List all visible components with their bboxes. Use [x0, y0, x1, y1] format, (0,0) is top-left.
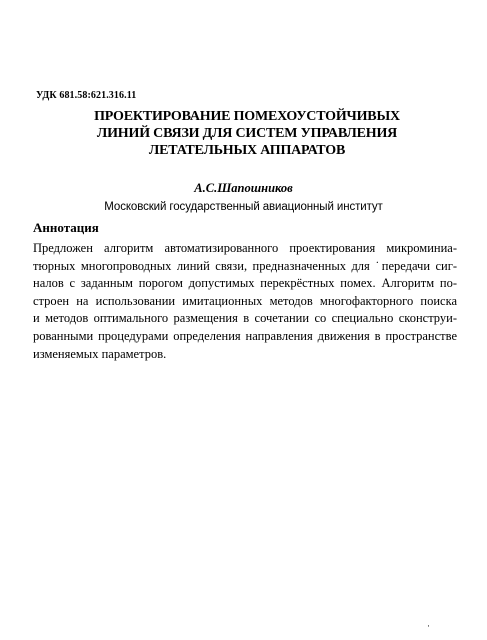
title-line-1: ПРОЕКТИРОВАНИЕ ПОМЕХОУСТОЙЧИВЫХ — [94, 109, 400, 124]
abstract-heading: Аннотация — [33, 220, 99, 235]
udk-code: УДК 681.58:621.316.11 — [36, 90, 137, 101]
abstract-line-3: налов с заданным порогом допустимых перекрёстных помех. Алгоритм по- — [33, 276, 457, 291]
title-line-3: ЛЕТАТЕЛЬНЫХ АППАРАТОВ — [148, 143, 346, 158]
abstract-line-1: Предложен алгоритм автоматизированного проектирования микроминиа- — [33, 241, 457, 255]
abstract-line-4: строен на использовании имитационных методов многофакторного поиска — [33, 293, 457, 308]
paper-title — [60, 108, 434, 159]
abstract-line-2: тюрных многопроводных линий связи, предназначенных для ˙передачи сиг- — [33, 258, 457, 273]
abstract-line-6: рованными процедурами определения направления движения в пространстве — [33, 328, 457, 343]
author-affiliation: Московский государственный авиационный институт — [104, 201, 383, 213]
abstract-line-7: изменяемых параметров. — [33, 346, 167, 361]
author-name: А.С.Шапошников — [194, 181, 293, 195]
abstract-body — [33, 240, 457, 363]
title-line-2: ЛИНИЙ СВЯЗИ ДЛЯ СИСТЕМ УПРАВЛЕНИЯ — [96, 126, 398, 141]
abstract-line-5: и методов оптимального размещения в сочетании со специально сконструи- — [33, 311, 457, 326]
corner-mark: · — [427, 621, 430, 631]
